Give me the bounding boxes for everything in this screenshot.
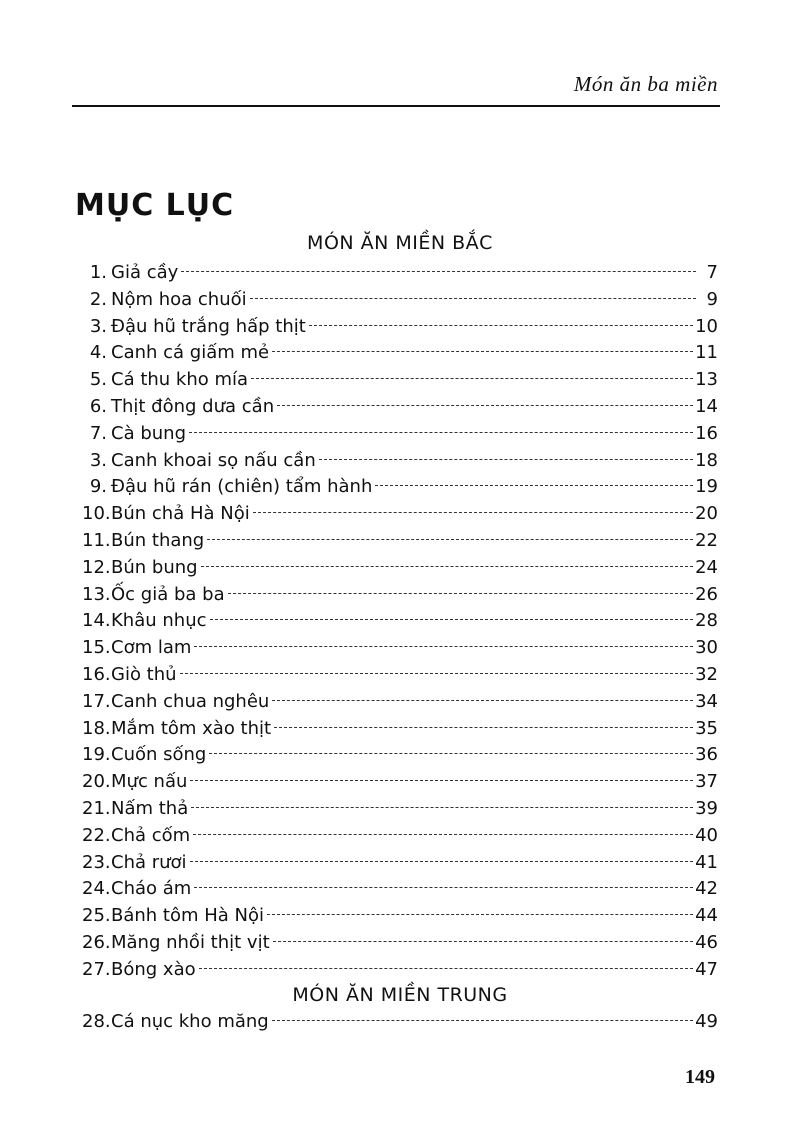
entry-page: 19	[695, 476, 718, 498]
dot-leader	[267, 914, 693, 915]
entry-title: Bún chả Hà Nội	[111, 503, 250, 525]
entry-number: 16.	[82, 664, 111, 685]
entry-page: 11	[695, 342, 718, 364]
section-heading: MÓN ĂN MIỀN TRUNG	[292, 984, 508, 1006]
toc-entry	[82, 769, 718, 795]
entry-page: 36	[695, 744, 718, 766]
entry-page: 49	[695, 1011, 718, 1032]
toc-entry	[82, 287, 718, 313]
toc-entry	[82, 689, 718, 715]
toc-entry	[82, 340, 718, 366]
dot-leader	[201, 566, 694, 567]
toc-entry	[82, 796, 718, 822]
entry-page: 47	[695, 958, 718, 980]
entry-number: 7.	[89, 422, 107, 444]
entry-number: 2.	[89, 288, 107, 310]
entry-title: Giò thủ	[111, 664, 177, 685]
entry-title: Bánh tôm Hà Nội	[111, 905, 265, 927]
entry-page: 22	[695, 530, 718, 551]
toc-entry	[82, 823, 718, 849]
entry-title: Chả cốm	[111, 824, 191, 846]
entry-title: Cơm lam	[111, 637, 192, 659]
entry-number: 11.	[82, 530, 111, 551]
entry-title: Cá nục kho măng	[111, 1011, 269, 1032]
dot-leader	[228, 593, 693, 594]
toc-entry	[82, 448, 718, 474]
dot-leader	[190, 780, 693, 781]
dot-leader	[375, 485, 693, 486]
entry-page: 7	[706, 262, 718, 283]
toc-entry	[82, 957, 718, 983]
entry-number: 14.	[82, 610, 111, 632]
entry-number: 26.	[82, 932, 111, 953]
entry-number: 21.	[82, 798, 111, 819]
entry-number: 28.	[82, 1011, 111, 1032]
dot-leader	[209, 753, 693, 754]
toc-entry	[82, 582, 718, 608]
entry-title: Mắm tôm xào thịt	[111, 717, 272, 739]
entry-number: 15.	[82, 637, 111, 659]
page-number: 149	[685, 1066, 715, 1088]
toc-entry	[82, 474, 718, 500]
entry-page: 41	[695, 851, 718, 873]
toc-entry	[82, 876, 718, 902]
toc-entry	[82, 635, 718, 661]
entry-number: 27.	[82, 958, 111, 980]
entry-title: Chả rươi	[111, 851, 187, 873]
entry-number: 19.	[82, 744, 111, 766]
entry-number: 9.	[89, 476, 107, 498]
entry-page: 13	[695, 369, 718, 391]
toc-entry	[82, 903, 718, 929]
header-rule	[72, 105, 720, 107]
entry-title: Cà bung	[111, 422, 186, 444]
entry-title: Mực nấu	[111, 771, 188, 793]
dot-leader	[210, 619, 694, 620]
dot-leader	[194, 887, 693, 888]
dot-leader	[191, 807, 693, 808]
toc-entry	[82, 555, 718, 581]
entry-title: Canh cá giấm mẻ	[111, 342, 270, 364]
toc-entry	[82, 528, 718, 554]
entry-title: Cuốn sống	[111, 744, 207, 766]
entry-number: 1.	[89, 262, 107, 283]
entry-page: 9	[706, 288, 718, 310]
dot-leader	[277, 405, 693, 406]
entry-page: 14	[695, 396, 718, 417]
dot-leader	[274, 727, 693, 728]
dot-leader	[273, 941, 693, 942]
entry-number: 12.	[82, 556, 111, 578]
entry-number: 3.	[89, 449, 107, 471]
entry-page: 34	[695, 690, 718, 712]
entry-title: Nộm hoa chuối	[111, 288, 247, 310]
dot-leader	[309, 325, 693, 326]
toc-entry	[82, 608, 718, 634]
running-head: Món ăn ba miền	[573, 72, 718, 96]
toc-entry	[82, 367, 718, 393]
entry-page: 37	[695, 771, 718, 793]
entry-page: 44	[695, 905, 718, 927]
entry-number: 10.	[82, 503, 111, 525]
entry-page: 39	[695, 798, 718, 819]
dot-leader	[319, 459, 693, 460]
entry-title: Bún bung	[111, 556, 198, 578]
entry-title: Giả cầy	[111, 262, 179, 283]
dot-leader	[189, 432, 693, 433]
entry-page: 10	[695, 315, 718, 337]
entry-title: Ốc giả ba ba	[111, 583, 225, 605]
entry-title: Bún thang	[111, 530, 205, 551]
entry-page: 28	[695, 610, 718, 632]
entry-number: 4.	[89, 342, 107, 364]
entry-title: Nấm thả	[111, 798, 189, 819]
toc-entry	[82, 501, 718, 527]
entry-number: 25.	[82, 905, 111, 927]
dot-leader	[199, 968, 693, 969]
entry-title: Thịt đông dưa cần	[111, 396, 275, 417]
entry-page: 32	[695, 664, 718, 685]
toc-entry	[82, 930, 718, 956]
entry-number: 18.	[82, 717, 111, 739]
dot-leader	[180, 673, 694, 674]
toc-entry	[82, 662, 718, 688]
entry-page: 30	[695, 637, 718, 659]
entry-number: 17.	[82, 690, 111, 712]
entry-page: 20	[695, 503, 718, 525]
section-heading: MÓN ĂN MIỀN BẮC	[307, 232, 493, 254]
dot-leader	[272, 351, 693, 352]
entry-page: 24	[695, 556, 718, 578]
entry-title: Khâu nhục	[111, 610, 207, 632]
entry-title: Đậu hũ trắng hấp thịt	[111, 315, 306, 337]
entry-title: Cháo ám	[111, 878, 192, 900]
dot-leader	[253, 512, 693, 513]
entry-number: 3.	[89, 315, 107, 337]
entry-page: 35	[695, 717, 718, 739]
entry-title: Canh chua nghêu	[111, 690, 270, 712]
entry-page: 16	[695, 422, 718, 444]
dot-leader	[207, 539, 693, 540]
entry-page: 18	[695, 449, 718, 471]
entry-number: 6.	[89, 396, 107, 417]
entry-page: 40	[695, 824, 718, 846]
dot-leader	[193, 834, 693, 835]
toc-title: MỤC LỤC	[75, 188, 235, 223]
toc-entry	[82, 314, 718, 340]
toc-entry	[82, 260, 718, 286]
entry-number: 23.	[82, 851, 111, 873]
entry-number: 20.	[82, 771, 111, 793]
entry-title: Đậu hũ rán (chiên) tẩm hành	[111, 476, 373, 498]
entry-title: Canh khoai sọ nấu cần	[111, 449, 316, 471]
entry-page: 26	[695, 583, 718, 605]
entry-page: 42	[695, 878, 718, 900]
entry-number: 24.	[82, 878, 111, 900]
dot-leader	[194, 646, 693, 647]
entry-title: Măng nhồi thịt vịt	[111, 932, 270, 953]
dot-leader	[190, 861, 694, 862]
entry-title: Cá thu kho mía	[111, 369, 249, 391]
dot-leader	[181, 271, 696, 272]
toc-entry	[82, 716, 718, 742]
toc-entry	[82, 850, 718, 876]
entry-title: Bóng xào	[111, 958, 196, 980]
entry-number: 5.	[89, 369, 107, 391]
toc-entry	[82, 421, 718, 447]
entry-number: 22.	[82, 824, 111, 846]
dot-leader	[251, 378, 693, 379]
toc-entry	[82, 1009, 718, 1035]
entry-number: 13.	[82, 583, 111, 605]
dot-leader	[272, 700, 693, 701]
entry-page: 46	[695, 932, 718, 953]
dot-leader	[272, 1020, 693, 1021]
toc-entry	[82, 742, 718, 768]
toc-entry	[82, 394, 718, 420]
dot-leader	[250, 298, 696, 299]
